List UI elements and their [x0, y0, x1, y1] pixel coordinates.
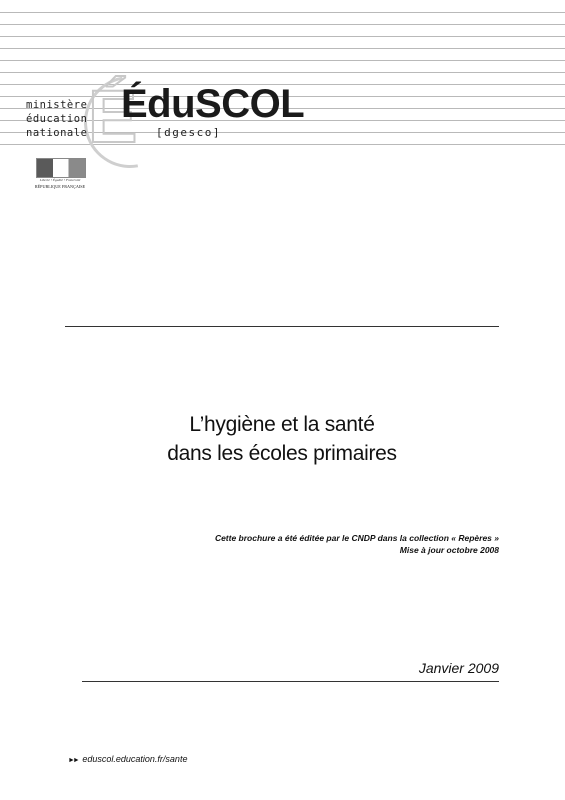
- publication-note-line-2: Mise à jour octobre 2008: [399, 545, 499, 555]
- top-divider: [65, 326, 499, 327]
- footer-link[interactable]: [68, 754, 187, 764]
- document-date: Janvier 2009: [418, 660, 499, 676]
- document-title: [60, 410, 504, 468]
- marianne-flag-icon: [36, 158, 86, 178]
- title-line-1: L’hygiène et la santé: [189, 413, 375, 436]
- ministry-name: [26, 98, 87, 140]
- republic-name: RÉPUBLIQUE FRANÇAISE: [34, 184, 86, 189]
- ministry-line-1: ministère: [26, 99, 88, 111]
- footer-url[interactable]: eduscol.education.fr/sante: [82, 754, 188, 764]
- brand-wordmark: ÉduSCOL: [121, 82, 305, 126]
- title-line-2: dans les écoles primaires: [167, 442, 397, 465]
- republic-motto: Liberté • Égalité • Fraternité: [39, 178, 81, 182]
- brand-subtitle: [dgesco]: [156, 126, 221, 139]
- ministry-line-3: nationale: [26, 127, 88, 139]
- logo-watermark-e: É: [88, 75, 138, 158]
- publication-note-line-1: Cette brochure a été éditée par le CNDP dans la collection « Repères »: [214, 533, 499, 543]
- publication-note: [215, 532, 499, 556]
- eduscol-logo: [26, 68, 326, 158]
- republique-francaise-logo: [34, 158, 86, 190]
- double-arrow-icon: ►►: [68, 757, 78, 764]
- ministry-line-2: éducation: [26, 113, 88, 125]
- bottom-divider: [82, 681, 499, 682]
